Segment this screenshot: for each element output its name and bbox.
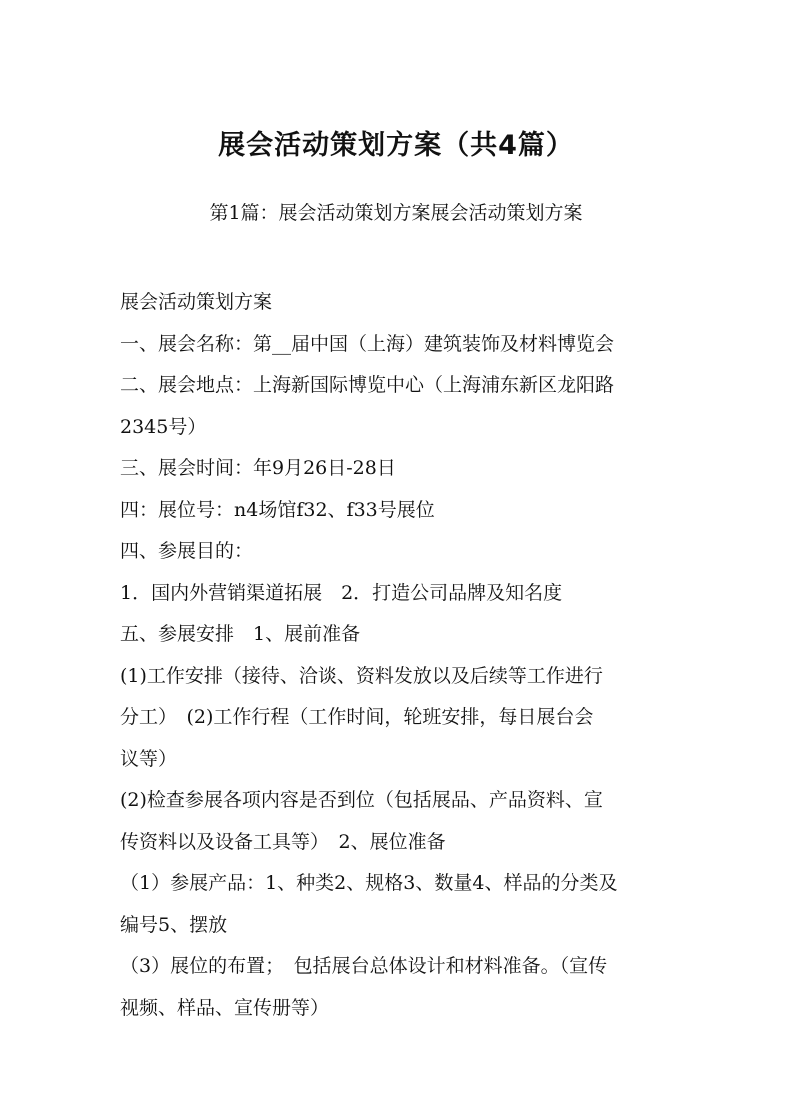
body-line: 视频、样品、宣传册等） [120, 996, 330, 1019]
body-line: 展会活动策划方案 [120, 291, 273, 313]
body-line: 四：展位号：n4场馆f32、f33号展位 [120, 498, 435, 521]
body-line: 一、展会名称：第__届中国（上海）建筑装饰及材料博览会 [120, 332, 615, 355]
body-line: （3）展位的布置； 包括展台总体设计和材料准备。（宣传 [120, 955, 608, 977]
body-line: 1．国内外营销渠道拓展 2．打造公司品牌及知名度 [120, 581, 563, 604]
body-line: 分工） (2)工作行程（工作时间，轮班安排，每日展台会 [120, 706, 594, 728]
body-line: 五、参展安排 1、展前准备 [120, 623, 361, 645]
body-line: 传资料以及设备工具等） 2、展位准备 [120, 830, 446, 853]
body-line: 2345号） [120, 415, 207, 438]
document-title: 展会活动策划方案（共4篇） [218, 130, 574, 161]
body-line: 三、展会时间：年9月26日-28日 [120, 457, 396, 479]
body-line: (2)检查参展各项内容是否到位（包括展品、产品资料、宣 [120, 789, 603, 811]
body-line: （1）参展产品：1、种类2、规格3、数量4、样品的分类及 [120, 872, 618, 894]
body-line: 编号5、摆放 [120, 913, 228, 936]
document-subtitle: 第1篇：展会活动策划方案展会活动策划方案 [209, 202, 583, 224]
body-line: (1)工作安排（接待、洽谈、资料发放以及后续等工作进行 [120, 664, 603, 687]
body-line: 议等） [120, 747, 178, 770]
document-body [120, 282, 680, 1029]
body-line: 四、参展目的： [120, 540, 254, 562]
body-line: 二、展会地点：上海新国际博览中心（上海浦东新区龙阳路 [120, 374, 615, 396]
